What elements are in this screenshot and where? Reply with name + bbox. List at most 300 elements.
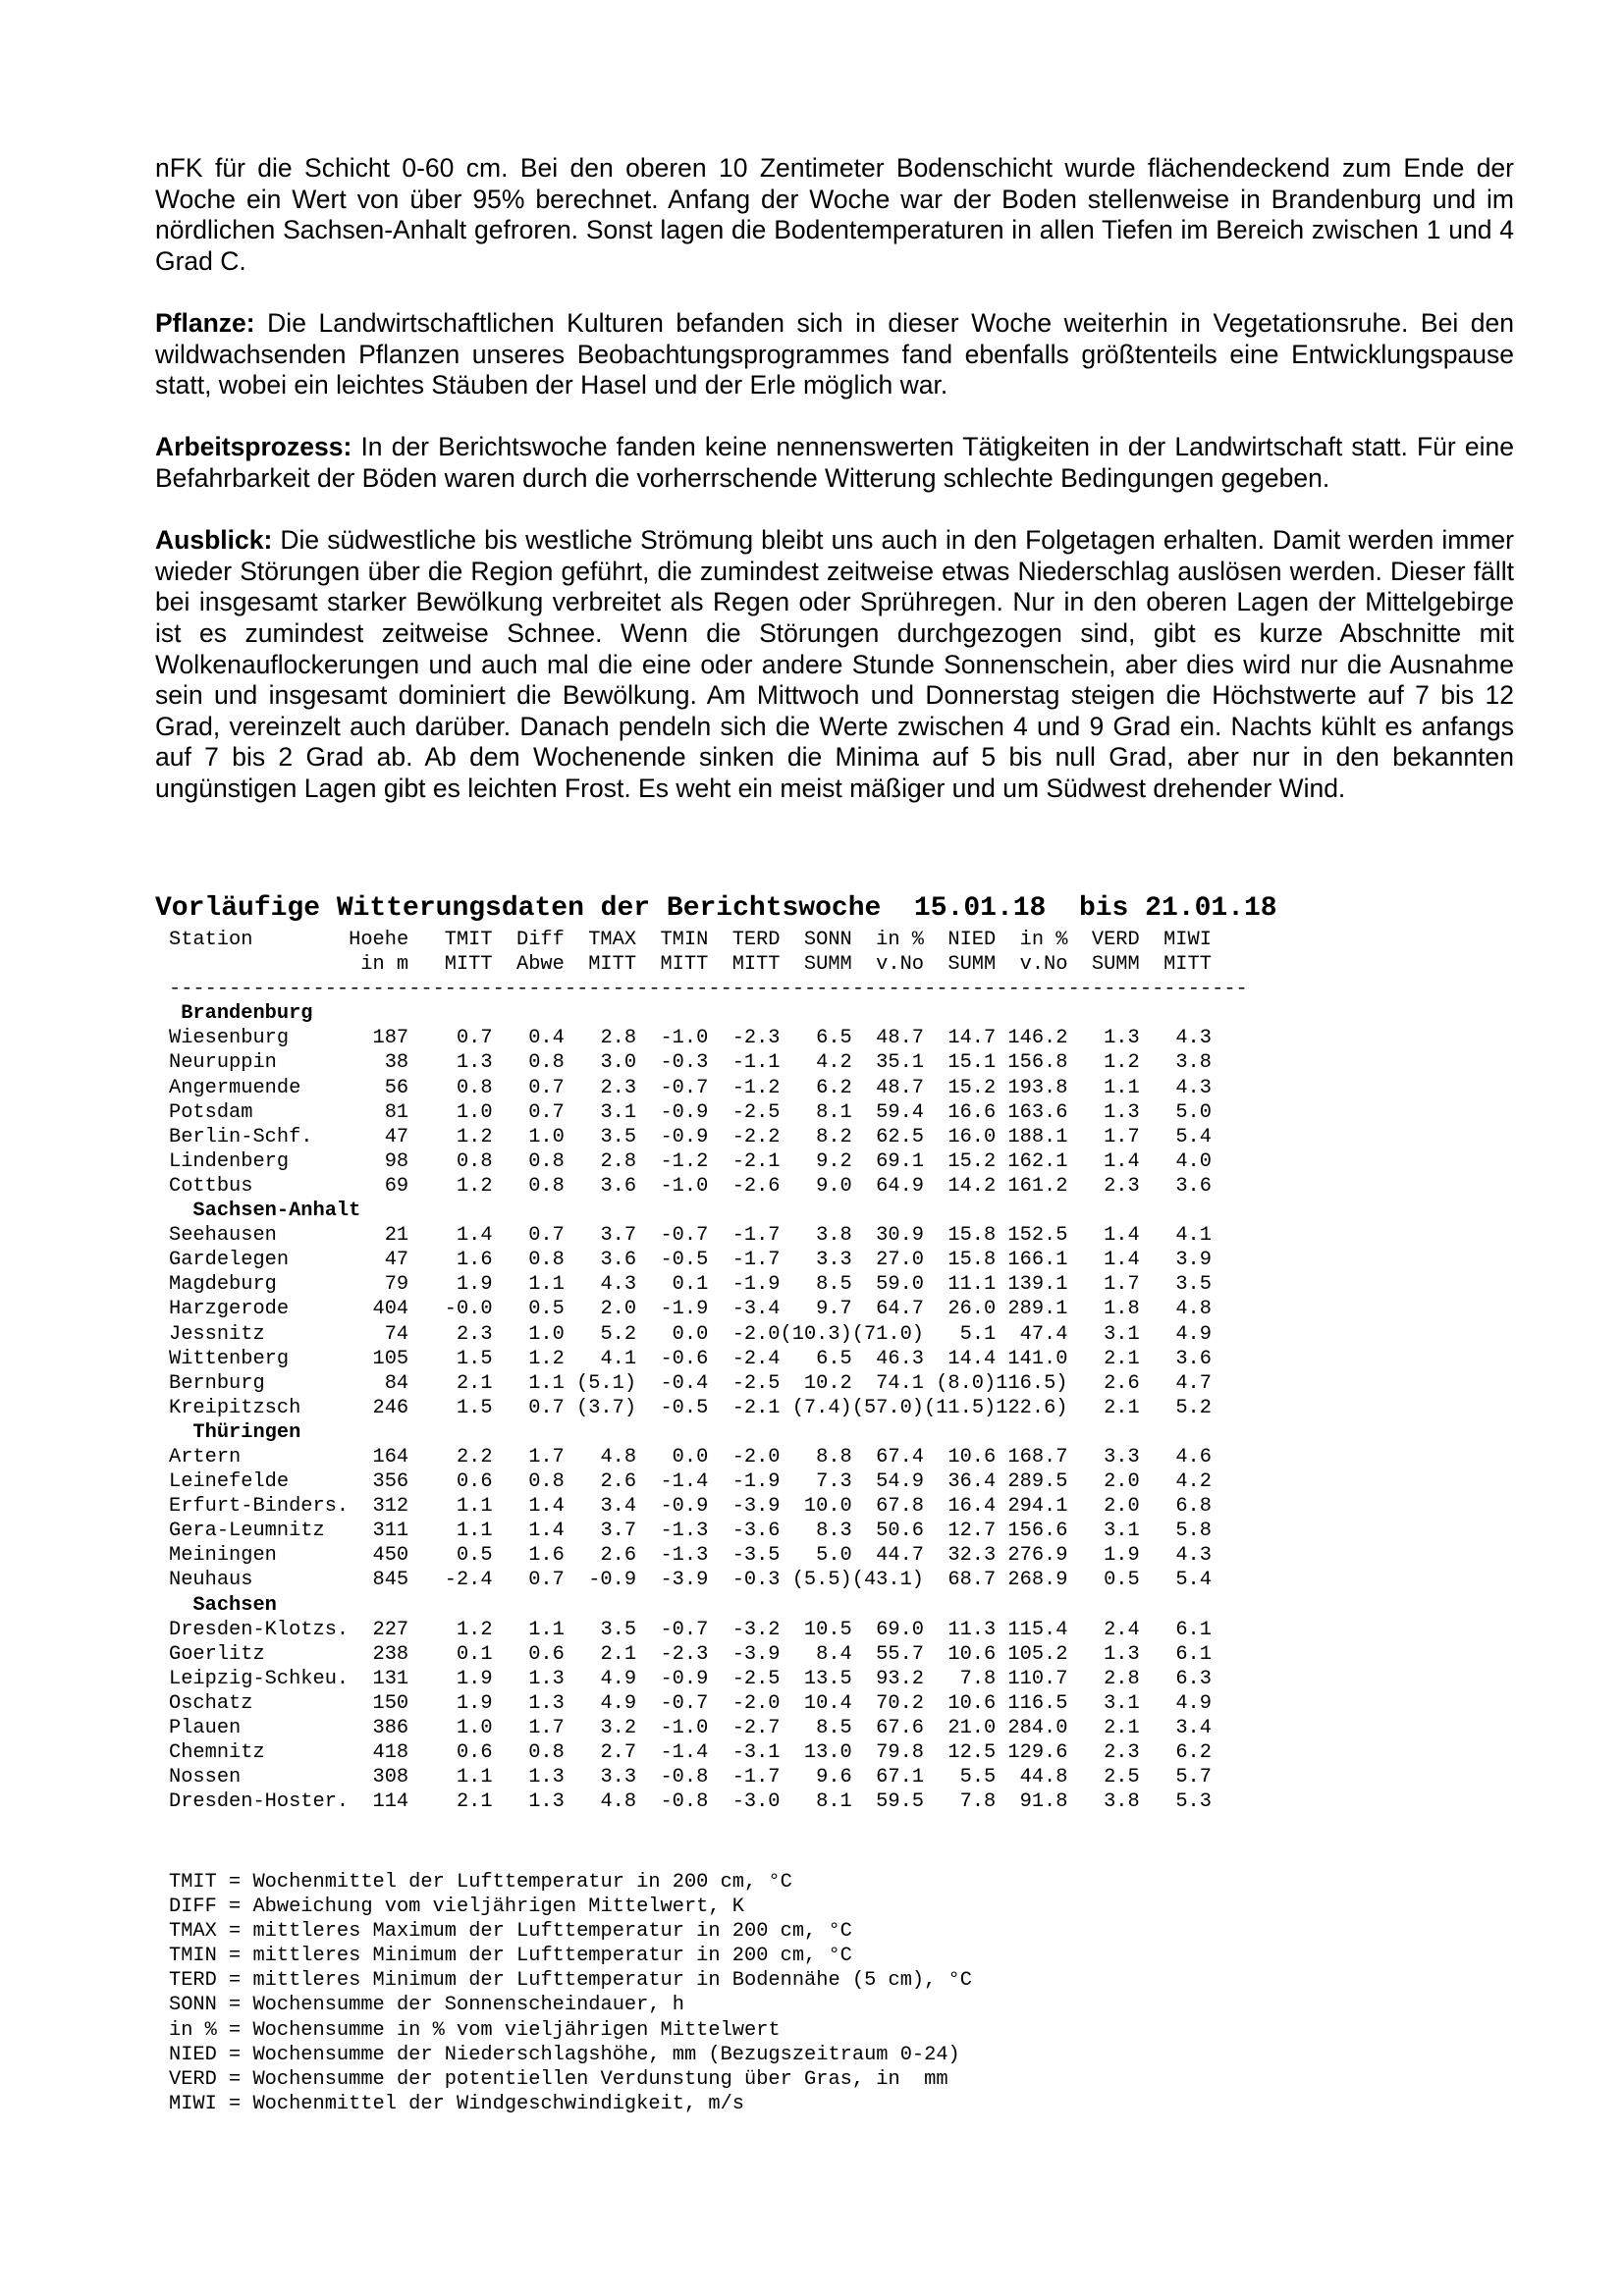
value-cell: 1.4 (1104, 1249, 1140, 1272)
value-cell: 4.3 (1175, 1076, 1212, 1099)
value-cell: 2.1 (600, 1642, 637, 1666)
table-row (169, 1076, 1248, 1100)
value-cell: 3.8 (816, 1224, 852, 1248)
value-cell: 3.1 (1104, 1520, 1140, 1543)
value-cell: 8.5 (816, 1717, 852, 1739)
table-row (169, 1322, 1248, 1347)
value-cell: 27.0 (876, 1249, 924, 1272)
value-cell: -0.8 (660, 1766, 709, 1789)
value-cell: (57.0) (851, 1396, 925, 1419)
value-cell: -3.6 (731, 1520, 781, 1543)
value-cell: 1.4 (1104, 1149, 1140, 1173)
value-cell: 1.0 (528, 1125, 565, 1148)
station-cell: Dresden-Klotzs. (169, 1618, 350, 1641)
value-cell: 67.6 (876, 1717, 924, 1739)
value-cell: -0.7 (660, 1691, 709, 1715)
plant-text: Die Landwirtschaftlichen Kulturen befanden sich in dieser Woche weiterhin in Vegetationsruhe. Bei den wildwachsenden Pflanzen unseres Beobachtungsprogrammes fand ebenfalls größtenteils eine Entwicklungspause statt, wobei ein leichtes Stäuben der Hasel und der Erle möglich war. (155, 307, 1514, 400)
value-cell: 1.2 (456, 1618, 493, 1641)
value-cell: -0.9 (588, 1569, 637, 1592)
value-cell: 69.0 (876, 1618, 924, 1641)
value-cell: 1.9 (456, 1667, 493, 1690)
value-cell: 0.0 (672, 1445, 709, 1468)
value-cell: 1.1 (456, 1495, 493, 1519)
value-cell: 4.9 (1175, 1691, 1212, 1715)
value-cell: 131 (372, 1667, 409, 1690)
value-cell: 1.6 (528, 1544, 565, 1568)
station-cell: Dresden-Hoster. (169, 1790, 350, 1814)
legend-line: DIFF = Abweichung vom vieljährigen Mittelwert, K (169, 1896, 744, 1919)
station-cell: Oschatz (169, 1691, 253, 1715)
value-cell: 3.1 (1104, 1322, 1140, 1346)
value-cell: (71.0) (851, 1322, 925, 1346)
value-cell: 10.4 (803, 1691, 852, 1715)
value-cell: 105 (372, 1347, 409, 1370)
value-cell: 246 (372, 1396, 409, 1419)
station-cell: Jessnitz (169, 1322, 265, 1346)
legend-line: SONN = Wochensumme der Sonnenscheindauer, h (169, 1994, 684, 2017)
value-cell: -1.9 (731, 1470, 781, 1494)
value-cell: 0.7 (456, 1027, 493, 1050)
value-cell: -3.2 (731, 1618, 781, 1641)
value-cell: 1.1 (1104, 1076, 1140, 1099)
value-cell: 161.2 (1007, 1174, 1068, 1198)
value-cell: 1.1 (456, 1520, 493, 1543)
value-cell: 2.3 (456, 1322, 493, 1346)
station-cell: Wiesenburg (169, 1027, 290, 1050)
value-cell: -2.4 (444, 1569, 493, 1592)
header-cell: SUMM (803, 953, 852, 977)
value-cell: 129.6 (1007, 1741, 1068, 1765)
value-cell: 1.6 (456, 1249, 493, 1272)
value-cell: 2.8 (600, 1149, 637, 1173)
value-cell: 2.1 (1104, 1396, 1140, 1419)
value-cell: -2.7 (731, 1717, 781, 1739)
value-cell: 69 (384, 1174, 409, 1198)
value-cell: 4.8 (600, 1445, 637, 1468)
value-cell: 10.6 (947, 1445, 997, 1468)
value-cell: 2.7 (600, 1741, 637, 1765)
value-cell: -0.7 (660, 1618, 709, 1641)
outlook-text: Die südwestliche bis westliche Strömung bleibt uns auch in den Folgetagen erhalten. Damit werden immer wieder Störungen über die Region geführt, die zumindest zeitweise etwas Niederschlag auslösen werden. Dieser fällt bei insgesamt starker Bewölkung verbreitet als Regen oder Sprühregen. Nur in den oberen Lagen der Mittelgebirge ist es zumindest zeitweise Schnee. Wenn die Störungen durchgezogen sind, gibt es kurze Abschnitte mit Wolkenauflockerungen und auch mal die eine oder andere Stunde Sonnenschein, aber dies wird nur die Ausnahme sein und insgesamt dominiert die Bewölkung. Am Mittwoch und Donnerstag steigen die Höchstwerte auf 7 bis 12 Grad, vereinzelt auch darüber. Danach pendeln sich die Werte zwischen 4 und 9 Grad ein. Nachts kühlt es anfangs auf 7 bis 2 Grad ab. Ab dem Wochenende sinken die Minima auf 5 bis null Grad, aber nur in den bekannten ungünstigen Lagen gibt es leichten Frost. Es weht ein meist mäßiger und um Südwest drehender Wind. (155, 525, 1514, 803)
work-label: Arbeitsprozess: (155, 432, 352, 462)
value-cell: 2.5 (1104, 1766, 1140, 1789)
value-cell: 50.6 (876, 1520, 924, 1543)
value-cell: 7.8 (959, 1667, 997, 1690)
header-cell: MIWI (1163, 929, 1212, 951)
value-cell: -2.1 (731, 1396, 781, 1419)
value-cell: 2.1 (456, 1790, 493, 1814)
value-cell: 0.1 (456, 1642, 493, 1666)
header-cell: SUMM (1091, 953, 1140, 977)
value-cell: 1.2 (456, 1125, 493, 1148)
value-cell: 38 (384, 1051, 409, 1075)
value-cell: 59.5 (876, 1790, 924, 1814)
value-cell: 67.4 (876, 1445, 924, 1468)
value-cell: -1.9 (660, 1298, 709, 1321)
station-cell: Meiningen (169, 1544, 277, 1568)
table-row (169, 1396, 1248, 1420)
station-cell: Gardelegen (169, 1249, 290, 1272)
value-cell: -0.9 (660, 1100, 709, 1124)
value-cell: -1.7 (731, 1766, 781, 1789)
value-cell: 30.9 (876, 1224, 924, 1248)
value-cell: 74.1 (876, 1371, 924, 1395)
value-cell: 450 (372, 1544, 409, 1568)
value-cell: 1.2 (1104, 1051, 1140, 1075)
value-cell: 2.0 (600, 1298, 637, 1321)
value-cell: 0.1 (672, 1273, 709, 1297)
table-title: Vorläufige Witterungsdaten der Berichtswoche 15.01.18 bis 21.01.18 (155, 893, 1277, 924)
value-cell: 47 (384, 1125, 409, 1148)
value-cell: -0.9 (660, 1125, 709, 1148)
value-cell: 1.3 (528, 1790, 565, 1814)
value-cell: 3.8 (1104, 1790, 1140, 1814)
header-cell: Diff (515, 929, 565, 951)
value-cell: -1.0 (660, 1717, 709, 1739)
work-text: In der Berichtswoche fanden keine nennenswerten Tätigkeiten in der Landwirtschaft statt. Für eine Befahrbarkeit der Böden waren durch die vorherrschende Witterung schlechte Bedingungen gegeben. (155, 432, 1514, 493)
value-cell: -0.9 (660, 1667, 709, 1690)
value-cell: 163.6 (1007, 1100, 1068, 1124)
value-cell: 6.3 (1175, 1667, 1212, 1690)
table-row (169, 1297, 1248, 1321)
table-row (169, 1740, 1248, 1765)
value-cell: 141.0 (1007, 1347, 1068, 1370)
value-cell: 3.1 (600, 1100, 637, 1124)
value-cell: 294.1 (1007, 1495, 1068, 1519)
header-cell: MITT (588, 953, 637, 977)
value-cell: 238 (372, 1642, 409, 1666)
table-separator: ------------------------------------------------------------------------------------------ (169, 978, 1248, 1001)
value-cell: 105.2 (1007, 1642, 1068, 1666)
value-cell: 193.8 (1007, 1076, 1068, 1099)
legend-line: NIED = Wochensumme der Niederschlagshöhe, mm (Bezugszeitraum 0-24) (169, 2043, 960, 2066)
value-cell: 7.3 (816, 1470, 852, 1494)
value-cell: 4.1 (1175, 1224, 1212, 1248)
value-cell: 4.0 (1175, 1149, 1212, 1173)
value-cell: 6.8 (1175, 1495, 1212, 1519)
value-cell: 12.7 (947, 1520, 997, 1543)
value-cell: 0.7 (528, 1100, 565, 1124)
value-cell: 16.4 (947, 1495, 997, 1519)
plant-paragraph (155, 308, 1514, 401)
value-cell: 5.5 (959, 1766, 997, 1789)
value-cell: 2.1 (1104, 1717, 1140, 1739)
value-cell: -0.0 (444, 1298, 493, 1321)
value-cell: 93.2 (876, 1667, 924, 1690)
value-cell: 1.3 (1104, 1027, 1140, 1050)
value-cell: -1.3 (660, 1544, 709, 1568)
header-cell: Abwe (515, 953, 565, 977)
value-cell: 10.0 (803, 1495, 852, 1519)
value-cell: (7.4) (791, 1396, 852, 1419)
legend-line: MIWI = Wochenmittel der Windgeschwindigkeit, m/s (169, 2092, 744, 2115)
value-cell: 3.8 (1175, 1051, 1212, 1075)
value-cell: 0.8 (456, 1076, 493, 1099)
value-cell: 6.2 (816, 1076, 852, 1099)
value-cell: 59.0 (876, 1273, 924, 1297)
value-cell: -3.9 (731, 1642, 781, 1666)
value-cell: 1.0 (456, 1717, 493, 1739)
value-cell: 35.1 (876, 1051, 924, 1075)
value-cell: 4.1 (600, 1347, 637, 1370)
value-cell: 188.1 (1007, 1125, 1068, 1148)
value-cell: 21 (384, 1224, 409, 1248)
value-cell: 36.4 (947, 1470, 997, 1494)
value-cell: -0.4 (660, 1371, 709, 1395)
table-row (169, 1716, 1248, 1740)
state-heading: Brandenburg (181, 1002, 313, 1026)
legend-line: VERD = Wochensumme der potentiellen Verdunstung über Gras, in mm (169, 2067, 948, 2091)
table-row (169, 1125, 1248, 1149)
station-cell: Bernburg (169, 1371, 265, 1395)
value-cell: -2.6 (731, 1174, 781, 1198)
value-cell: 2.1 (1104, 1347, 1140, 1370)
value-cell: -3.9 (660, 1569, 709, 1592)
value-cell: 1.5 (456, 1396, 493, 1419)
value-cell: 14.2 (947, 1174, 997, 1198)
value-cell: 2.3 (1104, 1174, 1140, 1198)
value-cell: 74 (384, 1322, 409, 1346)
weather-data-table (169, 928, 1248, 1814)
value-cell: 1.3 (1104, 1100, 1140, 1124)
table-row (169, 1149, 1248, 1174)
value-cell: 98 (384, 1149, 409, 1173)
value-cell: -1.1 (731, 1051, 781, 1075)
value-cell: 5.1 (959, 1322, 997, 1346)
value-cell: 3.9 (1175, 1249, 1212, 1272)
station-cell: Nossen (169, 1766, 242, 1789)
value-cell: 3.6 (600, 1249, 637, 1272)
value-cell: -2.3 (731, 1027, 781, 1050)
value-cell: 1.2 (528, 1347, 565, 1370)
value-cell: 56 (384, 1076, 409, 1099)
value-cell: 150 (372, 1691, 409, 1715)
value-cell: 1.5 (456, 1347, 493, 1370)
value-cell: 21.0 (947, 1717, 997, 1739)
value-cell: 67.8 (876, 1495, 924, 1519)
value-cell: 0.6 (528, 1642, 565, 1666)
value-cell: 5.2 (600, 1322, 637, 1346)
header-cell: MITT (1163, 953, 1212, 977)
value-cell: 4.8 (600, 1790, 637, 1814)
value-cell: 2.6 (1104, 1371, 1140, 1395)
value-cell: 2.0 (1104, 1470, 1140, 1494)
value-cell: 64.7 (876, 1298, 924, 1321)
state-heading: Thüringen (192, 1420, 301, 1444)
table-row (169, 1371, 1248, 1396)
value-cell: 0.8 (528, 1470, 565, 1494)
value-cell: 1.4 (1104, 1224, 1140, 1248)
value-cell: 13.5 (803, 1667, 852, 1690)
soil-paragraph (155, 153, 1514, 277)
value-cell: 3.5 (1175, 1273, 1212, 1297)
value-cell: -2.0 (731, 1322, 781, 1346)
station-cell: Erfurt-Binders. (169, 1495, 350, 1519)
value-cell: 1.2 (456, 1174, 493, 1198)
station-cell: Wittenberg (169, 1347, 290, 1370)
value-cell: 2.8 (1104, 1667, 1140, 1690)
station-cell: Seehausen (169, 1224, 277, 1248)
value-cell: 2.3 (600, 1076, 637, 1099)
value-cell: -2.5 (731, 1667, 781, 1690)
value-cell: 15.8 (947, 1249, 997, 1272)
value-cell: 1.0 (456, 1100, 493, 1124)
value-cell: 3.4 (1175, 1717, 1212, 1739)
work-paragraph (155, 432, 1514, 494)
value-cell: 0.8 (528, 1051, 565, 1075)
table-row (169, 1691, 1248, 1716)
value-cell: 1.1 (528, 1371, 565, 1395)
value-cell: 3.3 (600, 1766, 637, 1789)
station-cell: Berlin-Schf. (169, 1125, 313, 1148)
value-cell: 3.1 (1104, 1691, 1140, 1715)
value-cell: 4.3 (1175, 1027, 1212, 1050)
value-cell: 6.5 (816, 1347, 852, 1370)
table-row (169, 1174, 1248, 1199)
value-cell: 156.8 (1007, 1051, 1068, 1075)
value-cell: 15.8 (947, 1224, 997, 1248)
value-cell: 48.7 (876, 1027, 924, 1050)
station-cell: Neuruppin (169, 1051, 277, 1075)
header-cell: MITT (731, 953, 781, 977)
value-cell: (11.5) (924, 1396, 997, 1419)
value-cell: -2.0 (731, 1445, 781, 1468)
station-cell: Gera-Leumnitz (169, 1520, 325, 1543)
value-cell: 2.0 (1104, 1495, 1140, 1519)
value-cell: 2.4 (1104, 1618, 1140, 1641)
table-row (169, 1248, 1248, 1272)
value-cell: 68.7 (947, 1569, 997, 1592)
legend-line: TMAX = mittleres Maximum der Lufttemperatur in 200 cm, °C (169, 1920, 852, 1944)
value-cell: 69.1 (876, 1149, 924, 1173)
value-cell: -1.0 (660, 1174, 709, 1198)
header-cell: NIED (947, 929, 997, 951)
value-cell: -3.9 (731, 1495, 781, 1519)
value-cell: 3.5 (600, 1618, 637, 1641)
value-cell: 1.7 (1104, 1273, 1140, 1297)
value-cell: 356 (372, 1470, 409, 1494)
value-cell: 1.8 (1104, 1298, 1140, 1321)
table-row (169, 1543, 1248, 1568)
value-cell: 8.8 (816, 1445, 852, 1468)
value-cell: 11.3 (947, 1618, 997, 1641)
value-cell: 5.4 (1175, 1125, 1212, 1148)
value-cell: 4.8 (1175, 1298, 1212, 1321)
value-cell: 10.5 (803, 1618, 852, 1641)
value-cell: 10.2 (803, 1371, 852, 1395)
value-cell: 2.1 (456, 1371, 493, 1395)
value-cell: 0.8 (528, 1149, 565, 1173)
value-cell: 1.4 (528, 1520, 565, 1543)
value-cell: 91.8 (1019, 1790, 1068, 1814)
table-row (169, 1223, 1248, 1248)
table-row (169, 1469, 1248, 1494)
value-cell: 6.1 (1175, 1618, 1212, 1641)
value-cell: 845 (372, 1569, 409, 1592)
value-cell: 0.8 (528, 1741, 565, 1765)
value-cell: (5.5) (791, 1569, 852, 1592)
value-cell: 1.0 (528, 1322, 565, 1346)
value-cell: -2.3 (660, 1642, 709, 1666)
value-cell: 227 (372, 1618, 409, 1641)
value-cell: 284.0 (1007, 1717, 1068, 1739)
value-cell: 289.5 (1007, 1470, 1068, 1494)
value-cell: 9.2 (816, 1149, 852, 1173)
value-cell: 4.3 (600, 1273, 637, 1297)
value-cell: -2.0 (731, 1691, 781, 1715)
value-cell: 0.7 (528, 1076, 565, 1099)
value-cell: 0.7 (528, 1224, 565, 1248)
value-cell: 1.3 (528, 1766, 565, 1789)
value-cell: 0.6 (456, 1470, 493, 1494)
value-cell: 8.1 (816, 1790, 852, 1814)
value-cell: 79.8 (876, 1741, 924, 1765)
value-cell: 116.5 (1007, 1691, 1068, 1715)
header-cell: MITT (444, 953, 493, 977)
value-cell: 114 (372, 1790, 409, 1814)
value-cell: -0.5 (660, 1396, 709, 1419)
value-cell: 62.5 (876, 1125, 924, 1148)
value-cell: 5.7 (1175, 1766, 1212, 1789)
value-cell: 59.4 (876, 1100, 924, 1124)
value-cell: 8.1 (816, 1100, 852, 1124)
table-subheader-row (169, 952, 1248, 977)
header-cell: TMIN (660, 929, 709, 951)
table-row (169, 1445, 1248, 1469)
value-cell: 44.7 (876, 1544, 924, 1568)
value-cell: 268.9 (1007, 1569, 1068, 1592)
value-cell: -2.5 (731, 1371, 781, 1395)
value-cell: 8.4 (816, 1642, 852, 1666)
table-row (169, 1347, 1248, 1371)
value-cell: 1.1 (528, 1273, 565, 1297)
value-cell: 162.1 (1007, 1149, 1068, 1173)
table-row (169, 1494, 1248, 1519)
value-cell: 418 (372, 1741, 409, 1765)
value-cell: 156.6 (1007, 1520, 1068, 1543)
value-cell: 6.5 (816, 1027, 852, 1050)
value-cell: 8.2 (816, 1125, 852, 1148)
value-cell: 3.5 (600, 1125, 637, 1148)
header-cell: in % (876, 929, 924, 951)
value-cell: 1.3 (528, 1691, 565, 1715)
report-text (155, 153, 1514, 804)
value-cell: 152.5 (1007, 1224, 1068, 1248)
value-cell: 84 (384, 1371, 409, 1395)
plant-label: Pflanze: (155, 307, 255, 338)
value-cell: (43.1) (851, 1569, 925, 1592)
value-cell: -1.9 (731, 1273, 781, 1297)
value-cell: 3.7 (600, 1520, 637, 1543)
value-cell: 64.9 (876, 1174, 924, 1198)
value-cell: 11.1 (947, 1273, 997, 1297)
value-cell: 13.0 (803, 1741, 852, 1765)
value-cell: 47 (384, 1249, 409, 1272)
station-cell: Leipzig-Schkeu. (169, 1667, 350, 1690)
value-cell: 164 (372, 1445, 409, 1468)
station-cell: Chemnitz (169, 1741, 265, 1765)
value-cell: 2.2 (456, 1445, 493, 1468)
value-cell: 55.7 (876, 1642, 924, 1666)
station-cell: Potsdam (169, 1100, 253, 1124)
soil-text: nFK für die Schicht 0-60 cm. Bei den oberen 10 Zentimeter Bodenschicht wurde flächendeckend zum Ende der Woche ein Wert von über 95% berechnet. Anfang der Woche war der Boden stellenweise in Brandenburg und im nördlichen Sachsen-Anhalt gefroren. Sonst lagen die Bodentemperaturen in allen Tiefen im Bereich zwischen 1 und 4 Grad C. (155, 153, 1514, 276)
station-cell: Kreipitzsch (169, 1396, 301, 1419)
value-cell: 116.5) (996, 1371, 1068, 1395)
value-cell: 139.1 (1007, 1273, 1068, 1297)
value-cell: -0.5 (660, 1249, 709, 1272)
outlook-paragraph (155, 525, 1514, 804)
header-cell: v.No (876, 953, 924, 977)
